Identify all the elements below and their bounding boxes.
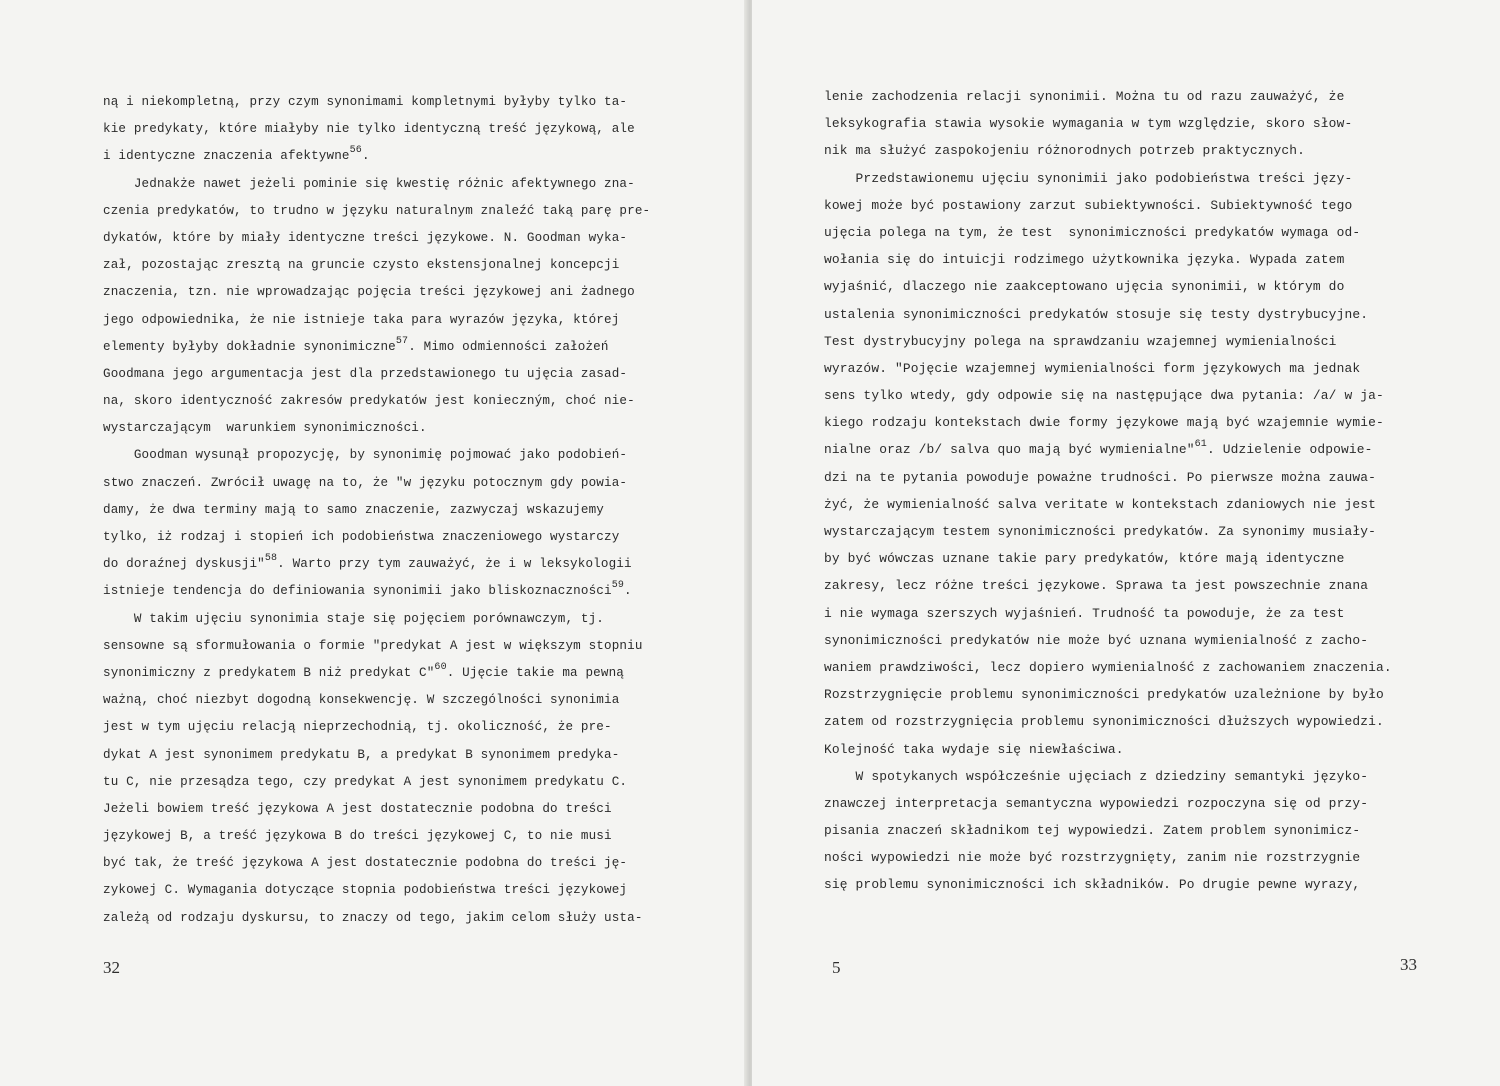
text-line: elementy byłyby dokładnie synonimiczne$^{57}$. Mimo odmienności założeń [103,335,609,354]
text-line: pisania znaczeń składnikom tej wypowiedzi. Zatem problem synonimicz- [824,823,1361,839]
text-line: ną i niekompletną, przy czym synonimami kompletnymi byłyby tylko ta- [103,95,628,109]
text-line: sensowne są sformułowania o formie "predykat A jest w większym stopniu [103,638,643,653]
text-line: zał, pozostając zresztą na gruncie czysto ekstensjonalnej koncepcji [103,258,620,273]
text-line: Jednakże nawet jeżeli pominie się kwestię różnic afektywnego zna- [103,176,635,191]
text-line: i nie wymaga szerszych wyjaśnień. Trudność ta powoduje, że za test [824,605,1345,621]
text-line: leksykografia stawia wysokie wymagania w tym względzie, skoro słow- [824,116,1353,132]
text-line: jest w tym ujęciu relacją nieprzechodnią, tj. okoliczność, że pre- [103,720,612,735]
text-line: Rozstrzygnięcie problemu synonimiczności predykatów uzależnione by było [824,687,1384,703]
text-line: Goodmana jego argumentacja jest dla przedstawionego tu ujęcia zasad- [103,366,628,381]
page-number: 32 [103,958,120,977]
signature-mark: 5 [832,958,841,977]
footnote-ref: 56 [349,145,362,157]
text-line: kiego rodzaju kontekstach dwie formy językowe mają być wzajemnie wymie- [824,415,1384,431]
text-line: ujęcia polega na tym, że test synonimiczności predykatów wymaga od- [824,224,1361,240]
text-line: znawczej interpretacja semantyczna wypowiedzi rozpoczyna się od przy- [824,795,1369,811]
text-line: dykatów, które by miały identyczne treści językowe. N. Goodman wyka- [103,230,628,245]
left-page-text [103,89,693,932]
text-line: jego odpowiednika, że nie istnieje taka para wyrazów języka, której [103,312,620,327]
text-line: sens tylko wtedy, gdy odpowie się na następujące dwa pytania: /a/ w ja- [824,388,1384,404]
text-line: znaczenia, tzn. nie wprowadzając pojęcia treści językowej ani żadnego [103,285,635,300]
text-line: tu C, nie przesądza tego, czy predykat A jest synonimem predykatu C. [103,774,628,789]
text-line: zykowej C. Wymagania dotyczące stopnia podobieństwa treści językowej [103,883,628,898]
text-line: ności wypowiedzi nie może być rozstrzygnięty, zanim nie rozstrzygnie [824,850,1361,866]
text-line: synonimiczny z predykatem B niż predykat C"$^{60}$. Ujęcie takie ma pewną [103,661,625,680]
text-line: językowej B, a treść językowa B do treści językowej C, to nie musi [103,829,612,844]
right-page [752,0,1500,1086]
text-line: nialne oraz /b/ salva quo mają być wymienialne"$^{61}$. Udzielenie odpowie- [824,439,1373,458]
text-line: wyrazów. "Pojęcie wzajemnej wymienialności form językowych ma jednak [824,360,1361,376]
text-line: wystarczającym warunkiem synonimiczności. [103,421,427,436]
text-line: W spotykanych współcześnie ujęciach z dziedziny semantyki języko- [824,768,1369,784]
right-page-text [824,83,1434,899]
footnote-ref: 61 [1194,439,1207,451]
text-line: damy, że dwa terminy mają to samo znaczenie, zazwyczaj wskazujemy [103,502,604,517]
text-line: na, skoro identyczność zakresów predykatów jest konieczným, choć nie- [103,394,635,409]
text-line: waniem prawdziwości, lecz dopiero wymienialność z zachowaniem znaczenia. [824,659,1392,675]
footnote-ref: 58 [264,553,278,565]
text-line: Kolejność taka wydaje się niewłaściwa. [824,741,1124,757]
text-line: kowej może być postawiony zarzut subiektywności. Subiektywność tego [824,197,1353,213]
text-line: nik ma służyć zaspokojeniu różnorodnych potrzeb praktycznych. [824,143,1306,159]
text-line: Przedstawionemu ujęciu synonimii jako podobieństwa treści języ- [824,170,1353,186]
text-line: zakresy, lecz różne treści językowe. Sprawa ta jest powszechnie znana [824,578,1369,594]
text-line: tylko, iż rodzaj i stopień ich podobieństwa znaczeniowego wystarczy [103,530,620,544]
text-line: żyć, że wymienialność salva veritate w kontekstach zdaniowych nie jest [824,496,1376,512]
left-page [0,0,748,1086]
text-line: by być wówczas uznane takie pary predykatów, które mają identyczne [824,551,1345,567]
text-line: wyjaśnić, dlaczego nie zaakceptowano ujęcia synonimii, w którym do [824,279,1345,295]
footnote-ref: 57 [395,335,409,347]
text-line: wołania się do intuicji rodzimego użytkownika języka. Wypada zatem [824,252,1345,268]
text-line: stwo znaczeń. Zwrócił uwagę na to, że "w języku potocznym gdy powia- [103,475,628,490]
text-line: się problemu synonimiczności ich składników. Po drugie pewne wyrazy, [824,877,1361,893]
page-number: 33 [1400,955,1417,974]
text-line: być tak, że treść językowa A jest dostatecznie podobna do treści ję- [103,856,628,871]
text-line: wystarczającym testem synonimiczności predykatów. Za synonimy musiały- [824,524,1376,539]
text-line: Goodman wysunął propozycję, by synonimię pojmować jako podobień- [103,448,628,463]
text-line: do doraźnej dyskusji"$^{58}$. Warto przy tym zauważyć, że i w leksykologii [103,553,632,572]
text-line: ważną, choć niezbyt dogodną konsekwencję. W szczególności synonimia [103,693,620,708]
text-line: i identyczne znaczenia afektywne$^{56}$. [103,145,370,164]
text-line: dzi na te pytania powoduje poważne trudności. Po pierwsze można zauwa- [824,469,1376,485]
footnote-ref: 59 [611,580,625,592]
text-line: istnieje tendencja do definiowania synonimii jako bliskoznaczności$^{59}$. [103,580,632,599]
text-line: zależą od rodzaju dyskursu, to znaczy od tego, jakim celom służy usta- [103,910,643,925]
text-line: Jeżeli bowiem treść językowa A jest dostatecznie podobna do treści [103,801,612,816]
text-line: Test dystrybucyjny polega na sprawdzaniu wzajemnej wymienialności [824,333,1337,349]
text-line: dykat A jest synonimem predykatu B, a predykat B synonimem predyka- [103,747,620,762]
text-line: lenie zachodzenia relacji synonimii. Można tu od razu zauważyć, że [824,89,1345,104]
text-line: zatem od rozstrzygnięcia problemu synonimiczności dłuższych wypowiedzi. [824,714,1384,730]
text-line: W takim ujęciu synonimia staje się pojęciem porównawczym, tj. [103,611,604,626]
text-line: kie predykaty, które miałyby nie tylko identyczną treść językową, ale [103,122,635,137]
footnote-ref: 60 [434,661,447,673]
text-line: ustalenia synonimiczności predykatów stosuje się testy dystrybucyjne. [824,306,1369,322]
text-line: synonimiczności predykatów nie może być uznana wymienialność z zacho- [824,632,1369,648]
text-line: czenia predykatów, to trudno w języku naturalnym znaleźć taką parę pre- [103,203,651,218]
